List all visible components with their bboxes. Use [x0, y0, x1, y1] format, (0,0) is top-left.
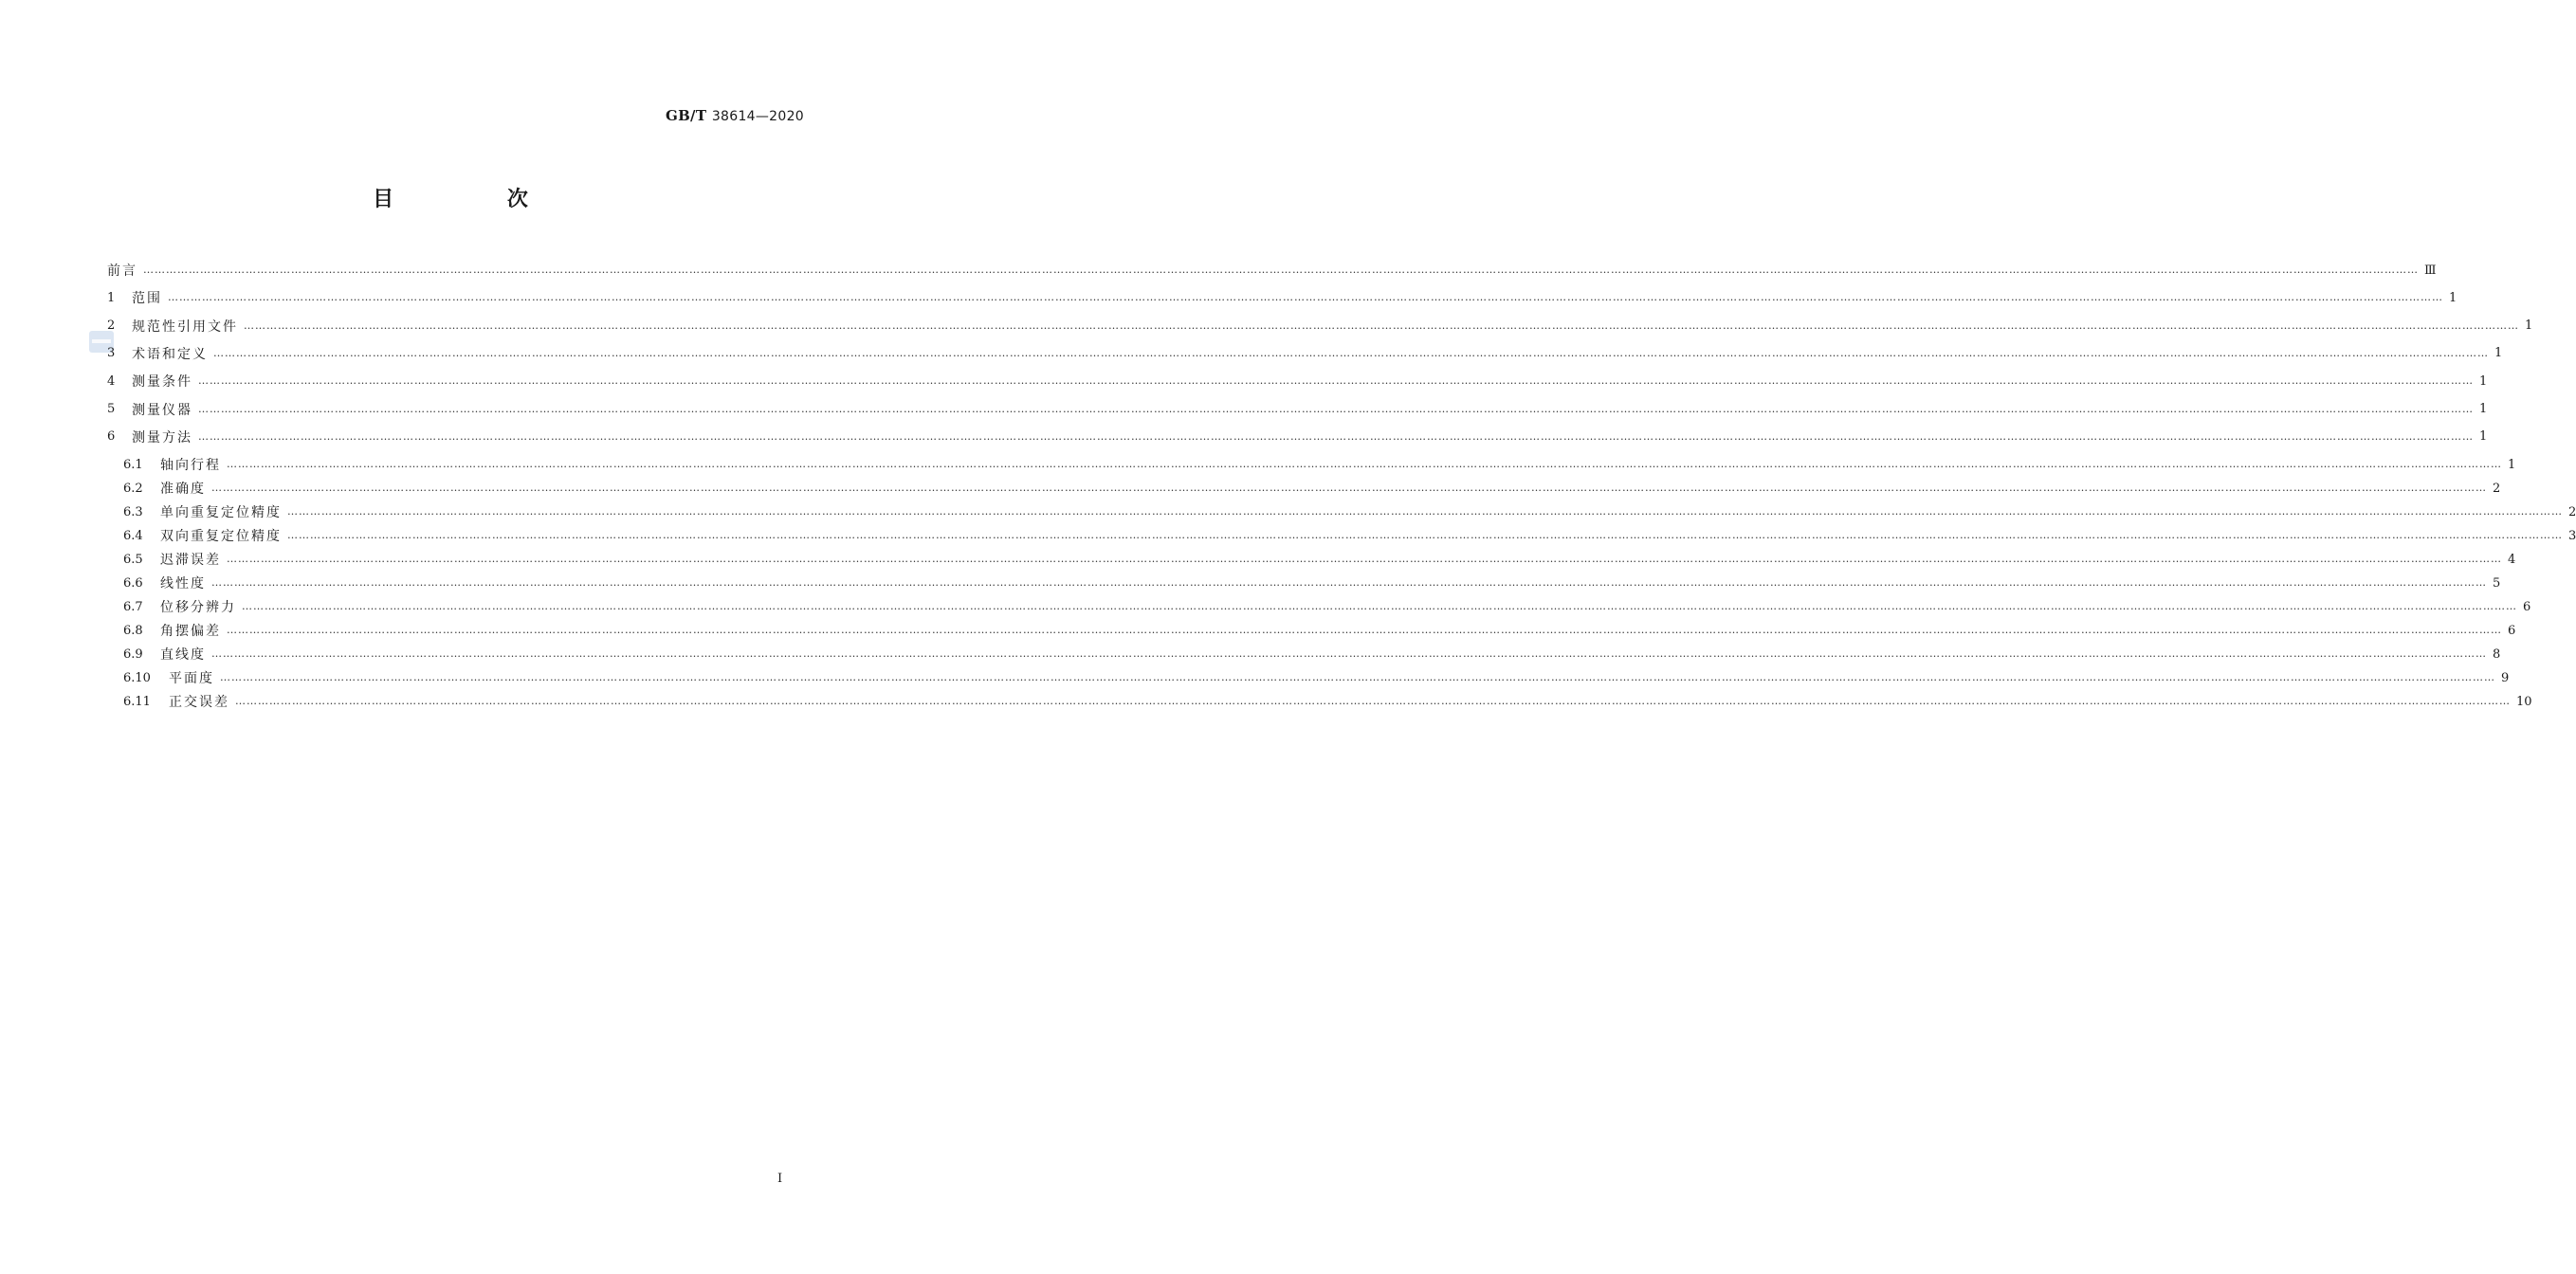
toc-entry[interactable] [107, 691, 2532, 712]
toc-entry-number: 6 [107, 429, 116, 445]
toc-entry-page: 1 [2494, 346, 2503, 361]
toc-entry[interactable] [107, 644, 2501, 664]
toc-entry-lead [107, 428, 192, 446]
toc-entry-lead [107, 288, 162, 307]
toc-entry[interactable] [107, 287, 2457, 308]
toc-entry[interactable] [107, 620, 2516, 641]
toc-entry-label: 角摆偏差 [160, 624, 221, 640]
toc-entry-lead [107, 455, 221, 474]
toc-entry-page: 1 [2479, 373, 2488, 389]
toc-entry-lead [107, 261, 137, 280]
toc-entry[interactable] [107, 454, 2516, 475]
toc-entry[interactable] [107, 549, 2516, 570]
toc-entry-number: 6.4 [123, 528, 143, 543]
toc-entry-number: 6.11 [123, 694, 151, 709]
toc-entry-lead [107, 502, 282, 521]
toc-leader-dots: …………………………………………………………………………………………………………………………………………………………………………………………………………………………………………………………………………………………………………………………………………………………………………………………………………………………………………………………………………………………………………………………………………………… [211, 576, 2487, 590]
toc-entry-label: 范围 [132, 291, 162, 307]
toc-entry-page: 10 [2516, 694, 2532, 709]
toc-entry-lead [107, 573, 206, 592]
toc-entry[interactable] [107, 573, 2501, 593]
toc-entry-number: 5 [107, 402, 116, 416]
toc-entry-label: 准确度 [160, 482, 206, 498]
toc-entry-page: 1 [2479, 429, 2488, 445]
toc-leader-dots: …………………………………………………………………………………………………………………………………………………………………………………………………………………………………………………………………………………………………………………………………………………………………………………………………………………………………………………………………………………………………………………………………………………… [227, 553, 2502, 566]
toc-entry-page: 3 [2568, 528, 2576, 543]
toc-entry-label: 正交误差 [169, 695, 229, 711]
toc-entry-label: 前言 [107, 264, 137, 279]
toc-entry-number: 6.10 [123, 670, 151, 685]
toc-entry-page: 1 [2525, 318, 2533, 334]
toc-entry-lead [107, 344, 208, 363]
toc-entry-label: 单向重复定位精度 [160, 505, 282, 521]
toc-entry-label: 测量仪器 [132, 402, 192, 418]
toc-leader-dots: …………………………………………………………………………………………………………………………………………………………………………………………………………………………………………………………………………………………………………………………………………………………………………………………………………………………………………………………………………………………………………………………………………………… [168, 291, 2443, 304]
toc-entry-number: 3 [107, 346, 116, 361]
toc-entry-page: 8 [2493, 646, 2501, 662]
toc-entry-label: 双向重复定位精度 [160, 529, 282, 545]
toc-entry-page: 2 [2493, 481, 2501, 496]
toc-entry-number: 6.7 [123, 599, 143, 614]
toc-entry[interactable] [107, 427, 2488, 447]
toc-entry-lead [107, 372, 192, 391]
standard-prefix: GB/T [665, 107, 707, 124]
toc-entry-number: 1 [107, 290, 116, 305]
toc-entry-lead [107, 550, 221, 569]
toc-entry-label: 测量方法 [132, 429, 192, 446]
toc-leader-dots: …………………………………………………………………………………………………………………………………………………………………………………………………………………………………………………………………………………………………………………………………………………………………………………………………………………………………………………………………………………………………………………………………………………… [220, 671, 2495, 684]
toc-entry[interactable] [107, 667, 2510, 688]
standard-number: 38614—2020 [711, 109, 804, 124]
toc-entry-number: 6.1 [123, 457, 143, 472]
toc-leader-dots: …………………………………………………………………………………………………………………………………………………………………………………………………………………………………………………………………………………………………………………………………………………………………………………………………………………………………………………………………………………………………………………………………………………… [213, 346, 2489, 359]
toc-entry-page: 1 [2449, 290, 2457, 305]
toc-entry-label: 测量条件 [132, 374, 192, 391]
toc-entry-label: 平面度 [169, 671, 214, 687]
toc-entry-page: Ⅲ [2424, 263, 2437, 278]
toc-entry-lead [107, 526, 282, 545]
toc-leader-dots: …………………………………………………………………………………………………………………………………………………………………………………………………………………………………………………………………………………………………………………………………………………………………………………………………………………………………………………………………………………………………………………………………………………… [198, 374, 2474, 388]
toc-leader-dots: …………………………………………………………………………………………………………………………………………………………………………………………………………………………………………………………………………………………………………………………………………………………………………………………………………………………………………………………………………………………………………………………………………………… [287, 529, 2563, 542]
toc-entry-number: 6.6 [123, 575, 143, 591]
toc-entry-page: 2 [2568, 504, 2576, 519]
toc-entry-number: 6.9 [123, 646, 143, 662]
toc-entry-page: 6 [2523, 599, 2531, 614]
toc-entry-page: 6 [2508, 623, 2516, 638]
toc-entry-lead [107, 668, 214, 687]
toc-leader-dots: …………………………………………………………………………………………………………………………………………………………………………………………………………………………………………………………………………………………………………………………………………………………………………………………………………………………………………………………………………………………………………………………………………………… [287, 505, 2563, 519]
standard-code [666, 107, 804, 124]
toc-leader-dots: …………………………………………………………………………………………………………………………………………………………………………………………………………………………………………………………………………………………………………………………………………………………………………………………………………………………………………………………………………………………………………………………………………………… [227, 458, 2502, 471]
toc-entry-number: 2 [107, 318, 116, 334]
page-title: 目 次 [373, 188, 581, 211]
toc-entry-lead [107, 597, 236, 616]
toc-entry-label: 直线度 [160, 647, 206, 664]
toc-leader-dots: …………………………………………………………………………………………………………………………………………………………………………………………………………………………………………………………………………………………………………………………………………………………………………………………………………………………………………………………………………………………………………………………………………………… [227, 624, 2502, 637]
toc-entry-lead [107, 692, 229, 711]
toc-entry-page: 1 [2479, 402, 2488, 416]
toc-entry-number: 6.3 [123, 504, 143, 519]
toc-leader-dots: …………………………………………………………………………………………………………………………………………………………………………………………………………………………………………………………………………………………………………………………………………………………………………………………………………………………………………………………………………………………………………………………………………………… [143, 264, 2419, 276]
toc-leader-dots: …………………………………………………………………………………………………………………………………………………………………………………………………………………………………………………………………………………………………………………………………………………………………………………………………………………………………………………………………………………………………………………………………………………… [198, 402, 2474, 415]
page-number: I [777, 1172, 783, 1186]
toc-entry[interactable] [107, 343, 2503, 364]
toc-entry-page: 9 [2501, 670, 2510, 685]
toc-entry-page: 4 [2508, 552, 2516, 567]
toc-entry-label: 迟滞误差 [160, 553, 221, 569]
toc-entry[interactable] [107, 596, 2531, 617]
toc-entry[interactable] [107, 399, 2488, 420]
toc-leader-dots: …………………………………………………………………………………………………………………………………………………………………………………………………………………………………………………………………………………………………………………………………………………………………………………………………………………………………………………………………………………………………………………………………………………… [244, 318, 2519, 332]
toc-entry[interactable] [107, 525, 2576, 546]
toc-entry-number: 4 [107, 373, 116, 389]
toc-entry-page: 1 [2508, 457, 2516, 472]
toc-entry-label: 规范性引用文件 [132, 318, 238, 335]
toc-entry-label: 线性度 [160, 576, 206, 592]
toc-entry[interactable] [107, 260, 2437, 281]
toc-entry-label: 位移分辨力 [160, 600, 236, 616]
toc-leader-dots: …………………………………………………………………………………………………………………………………………………………………………………………………………………………………………………………………………………………………………………………………………………………………………………………………………………………………………………………………………………………………………………………………………………… [211, 482, 2487, 495]
toc-leader-dots: …………………………………………………………………………………………………………………………………………………………………………………………………………………………………………………………………………………………………………………………………………………………………………………………………………………………………………………………………………………………………………………………………………………… [242, 600, 2517, 613]
toc-entry-lead [107, 317, 238, 336]
toc-entry-label: 术语和定义 [132, 346, 208, 362]
toc-entry-label: 轴向行程 [160, 458, 221, 474]
toc-entry-number: 6.8 [123, 623, 143, 638]
toc-entry-page: 5 [2493, 575, 2501, 591]
toc-entry-lead [107, 645, 206, 664]
toc-leader-dots: …………………………………………………………………………………………………………………………………………………………………………………………………………………………………………………………………………………………………………………………………………………………………………………………………………………………………………………………………………………………………………………………………………………… [211, 647, 2487, 661]
toc-entry-lead [107, 621, 221, 640]
toc-entry-number: 6.2 [123, 481, 143, 496]
toc-entry-lead [107, 400, 192, 419]
toc-leader-dots: …………………………………………………………………………………………………………………………………………………………………………………………………………………………………………………………………………………………………………………………………………………………………………………………………………………………………………………………………………………………………………………………………………………… [235, 695, 2511, 708]
toc-entry[interactable] [107, 316, 2533, 337]
toc-leader-dots: …………………………………………………………………………………………………………………………………………………………………………………………………………………………………………………………………………………………………………………………………………………………………………………………………………………………………………………………………………………………………………………………………………………… [198, 429, 2474, 443]
toc-entry[interactable] [107, 501, 2576, 522]
toc-entry[interactable] [107, 478, 2501, 499]
toc-entry-lead [107, 479, 206, 498]
toc-entry-number: 6.5 [123, 552, 143, 567]
toc-entry[interactable] [107, 371, 2488, 391]
